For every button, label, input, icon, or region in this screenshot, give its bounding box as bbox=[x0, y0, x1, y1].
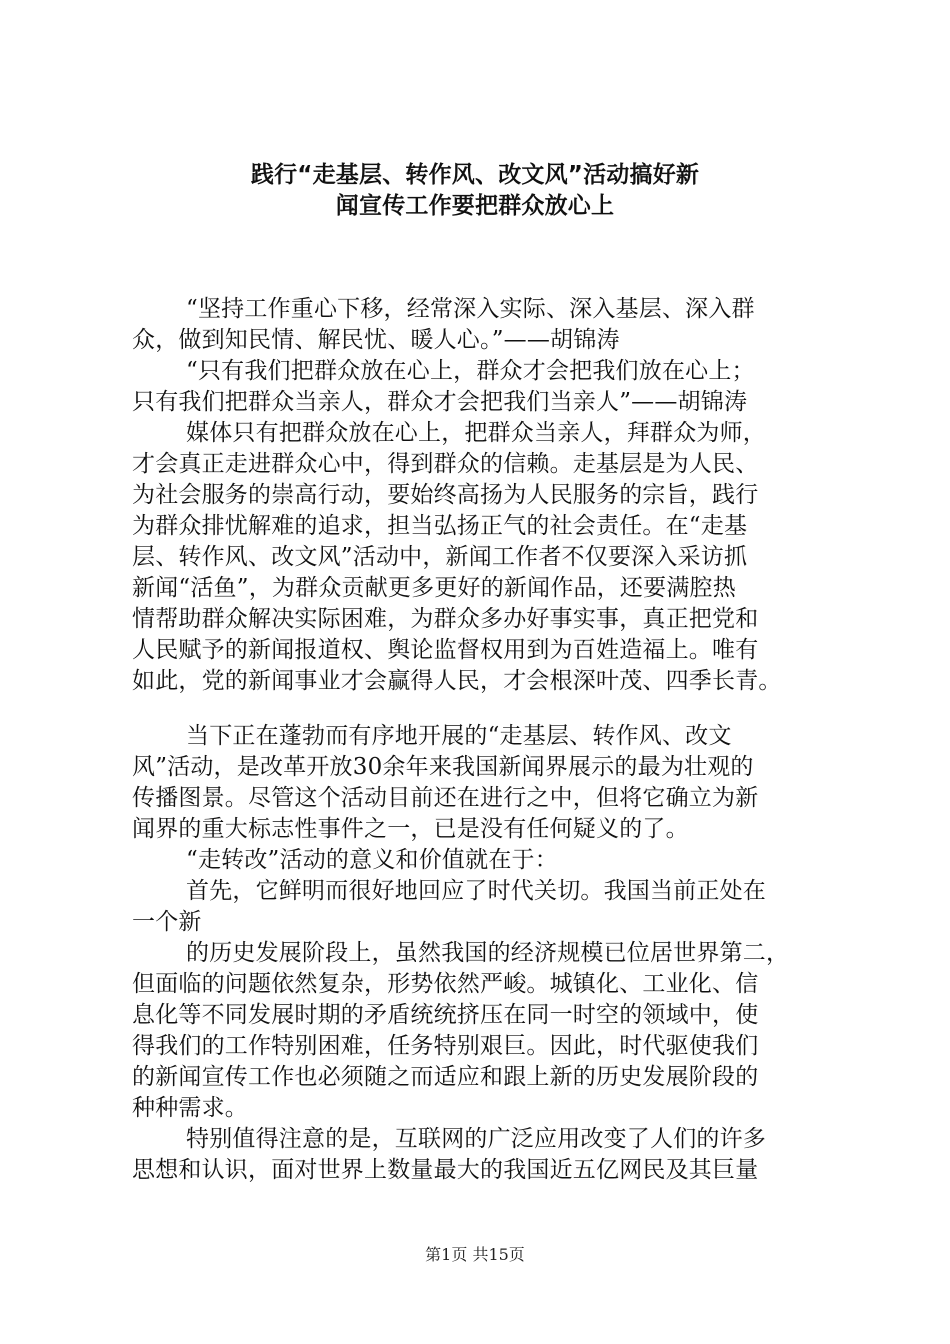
text-line: “只有我们把群众放在心上，群众才会把我们放在心上； bbox=[186, 358, 755, 384]
document-body bbox=[132, 294, 832, 1186]
title-line: 闻宣传工作要把群众放心上 bbox=[335, 193, 615, 219]
text-line: 为社会服务的崇高行动，要始终高扬为人民服务的宗旨，践行 bbox=[132, 482, 759, 508]
text-line: 思想和认识，面对世界上数量最大的我国近五亿网民及其巨量 bbox=[132, 1157, 759, 1183]
text-line: 为群众排忧解难的追求，担当弘扬正气的社会责任。在“走基 bbox=[132, 513, 748, 539]
paragraph-gap bbox=[132, 697, 832, 721]
text-line: 层、转作风、改文风”活动中，新闻工作者不仅要深入采访抓 bbox=[132, 544, 748, 570]
document-title bbox=[120, 160, 830, 222]
text-line: 当下正在蓬勃而有序地开展的“走基层、转作风、改文 bbox=[186, 723, 732, 749]
text-line: 新闻“活鱼”，为群众贡献更多更好的新闻作品，还要满腔热 bbox=[132, 575, 736, 601]
page-footer: 第1页 共15页 bbox=[425, 1245, 525, 1264]
text-line: “坚持工作重心下移，经常深入实际、深入基层、深入群 bbox=[186, 296, 755, 322]
text-line: 人民赋予的新闻报道权、舆论监督权用到为百姓造福上。唯有 bbox=[132, 637, 759, 663]
title-line: 践行“走基层、转作风、改文风”活动搞好新 bbox=[250, 162, 700, 188]
text-line: 息化等不同发展时期的矛盾统统挤压在同一时空的领域中，使 bbox=[132, 1002, 759, 1028]
text-line: 的历史发展阶段上，虽然我国的经济规模已位居世界第二， bbox=[186, 940, 790, 966]
text-line: 传播图景。尽管这个活动目前还在进行之中，但将它确立为新 bbox=[132, 785, 759, 811]
text-line: 情帮助群众解决实际困难，为群众多办好事实事，真正把党和 bbox=[132, 606, 759, 632]
text-line: 但面临的问题依然复杂，形势依然严峻。城镇化、工业化、信 bbox=[132, 971, 759, 997]
text-line: 只有我们把群众当亲人，群众才会把我们当亲人”——胡锦涛 bbox=[132, 389, 748, 415]
text-line: 一个新 bbox=[132, 909, 202, 935]
text-line: 媒体只有把群众放在心上，把群众当亲人，拜群众为师， bbox=[186, 420, 766, 446]
text-line: 特别值得注意的是，互联网的广泛应用改变了人们的许多 bbox=[186, 1126, 766, 1152]
text-line: “走转改”活动的意义和价值就在于： bbox=[186, 847, 558, 873]
text-line: 首先，它鲜明而很好地回应了时代关切。我国当前正处在 bbox=[186, 878, 766, 904]
text-line: 众，做到知民情、解民忧、暖人心。”——胡锦涛 bbox=[132, 327, 620, 353]
text-line: 得我们的工作特别困难，任务特别艰巨。因此，时代驱使我们 bbox=[132, 1033, 759, 1059]
text-line: 闻界的重大标志性事件之一，已是没有任何疑义的了。 bbox=[132, 816, 689, 842]
text-line: 风”活动，是改革开放30余年来我国新闻界展示的最为壮观的 bbox=[132, 754, 754, 780]
text-line: 的新闻宣传工作也必须随之而适应和跟上新的历史发展阶段的 bbox=[132, 1064, 759, 1090]
text-line: 如此，党的新闻事业才会赢得人民，才会根深叶茂、四季长青。 bbox=[132, 668, 782, 694]
text-line: 才会真正走进群众心中，得到群众的信赖。走基层是为人民、 bbox=[132, 451, 759, 477]
text-line: 种种需求。 bbox=[132, 1095, 248, 1121]
